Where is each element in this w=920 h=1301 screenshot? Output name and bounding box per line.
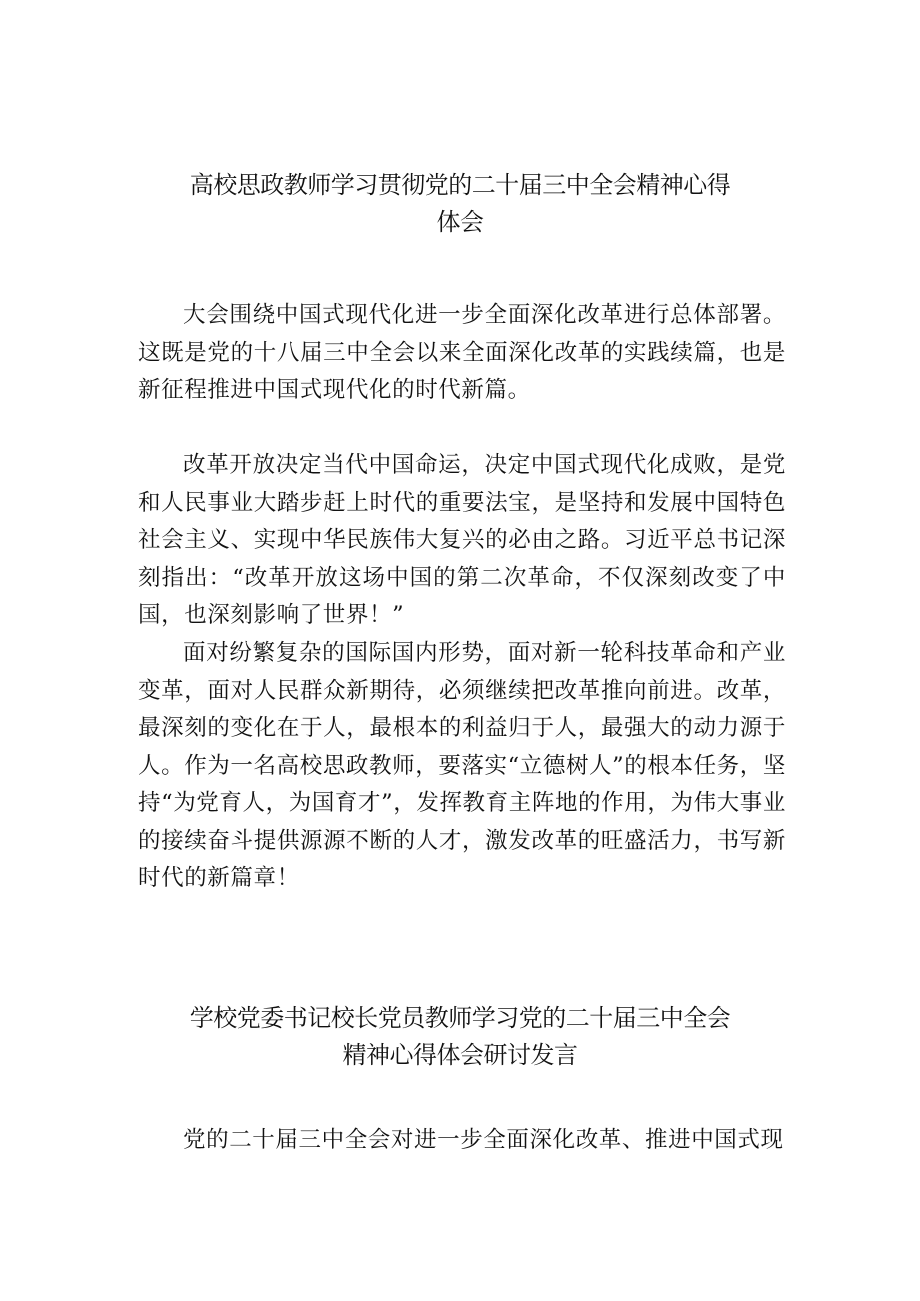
article-1-paragraph-3: 面对纷繁复杂的国际国内形势，面对新一轮科技革命和产业变革，面对人民群众新期待，必须继续把改革推向前进。改革，最深刻的变化在于人，最根本的利益归于人，最强大的动力源于人。作为一名高校思政教师，要落实“立德树人”的根本任务，坚持“为党育人，为国育才”，发挥教育主阵地的作用，为伟大事业的接续奋斗提供源源不断的人才，激发改革的旺盛活力，书写新时代的新篇章！ [138,640,786,891]
article-1-title [130,167,790,241]
article-2-title-line-2: 精神心得体会研讨发言 [342,1041,578,1069]
article-2-title [130,1000,790,1074]
article-1-title-line-2: 体会 [436,208,484,236]
article-1-paragraph-1: 大会围绕中国式现代化进一步全面深化改革进行总体部署。这既是党的十八届三中全会以来全面深化改革的实践续篇，也是新征程推进中国式现代化的时代新篇。 [138,302,786,403]
article-2-title-line-1: 学校党委书记校长党员教师学习党的二十届三中全会 [189,1004,731,1032]
article-1-title-line-1: 高校思政教师学习贯彻党的二十届三中全会精神心得 [189,171,731,199]
article-2-paragraph-1: 党的二十届三中全会对进一步全面深化改革、推进中国式现 [183,1127,784,1153]
article-1-paragraph-2: 改革开放决定当代中国命运，决定中国式现代化成败，是党和人民事业大踏步赶上时代的重要法宝，是坚持和发展中国特色社会主义、实现中华民族伟大复兴的必由之路。习近平总书记深刻指出：“改革开放这场中国的第二次革命，不仅深刻改变了中国，也深刻影响了世界！” [138,452,786,628]
